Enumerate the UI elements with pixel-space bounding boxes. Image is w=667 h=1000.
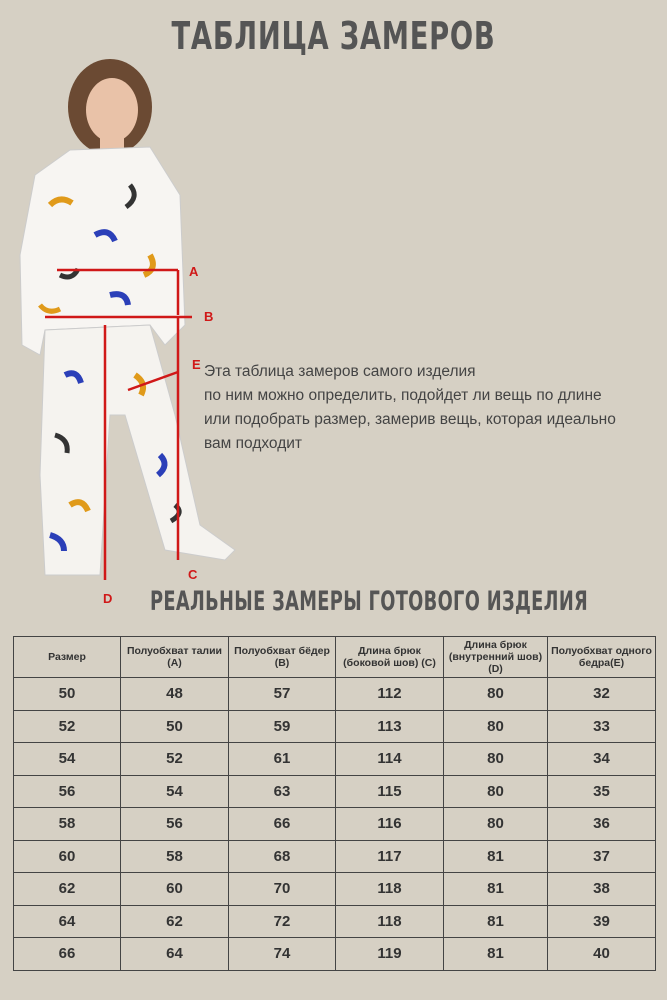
table-cell: 66 [14,938,121,971]
description-line: Эта таблица замеров самого изделия [204,363,476,380]
table-cell: 64 [14,905,121,938]
table-cell: 80 [444,775,548,808]
table-header-row [14,637,656,678]
table-cell: 74 [229,938,336,971]
table-cell: 61 [229,743,336,776]
table-cell: 60 [14,840,121,873]
size-table [13,636,656,971]
table-row [14,743,656,776]
table-cell: 63 [229,775,336,808]
table-cell: 118 [336,873,444,906]
table-row [14,938,656,971]
table-cell: 33 [548,710,656,743]
table-cell: 56 [121,808,229,841]
table-cell: 36 [548,808,656,841]
description [204,360,664,456]
table-cell: 50 [14,678,121,711]
table-cell: 81 [444,840,548,873]
table-row [14,775,656,808]
table-cell: 80 [444,743,548,776]
table-cell: 48 [121,678,229,711]
table-cell: 62 [121,905,229,938]
table-cell: 80 [444,808,548,841]
table-cell: 72 [229,905,336,938]
table-cell: 60 [121,873,229,906]
column-header: Полуобхват талии (А) [121,637,229,678]
column-header: Полуобхват бёдер (В) [229,637,336,678]
table-cell: 113 [336,710,444,743]
table-body [14,678,656,971]
table-cell: 57 [229,678,336,711]
table-cell: 37 [548,840,656,873]
table-cell: 112 [336,678,444,711]
table-cell: 81 [444,905,548,938]
table-cell: 58 [14,808,121,841]
table-cell: 114 [336,743,444,776]
table-cell: 32 [548,678,656,711]
page-title: ТАБЛИЦА ЗАМЕРОВ [171,14,496,58]
table-row [14,873,656,906]
table-cell: 58 [121,840,229,873]
table-row [14,840,656,873]
marker-d: D [103,591,113,606]
table-cell: 118 [336,905,444,938]
table-cell: 38 [548,873,656,906]
table-row [14,905,656,938]
marker-c: C [188,567,198,582]
table-cell: 52 [14,710,121,743]
table-cell: 81 [444,873,548,906]
table-cell: 34 [548,743,656,776]
description-line: вам подходит [204,435,303,452]
column-header: Полуобхват одного бедра(Е) [548,637,656,678]
column-header: Длина брюк (боковой шов) (С) [336,637,444,678]
table-cell: 117 [336,840,444,873]
table-cell: 52 [121,743,229,776]
table-cell: 62 [14,873,121,906]
table-cell: 115 [336,775,444,808]
table-cell: 116 [336,808,444,841]
table-cell: 68 [229,840,336,873]
table-cell: 56 [14,775,121,808]
description-line: по ним можно определить, подойдет ли вещь по длине [204,387,602,404]
face-shape [86,78,138,142]
marker-e: E [192,357,201,372]
table-cell: 50 [121,710,229,743]
column-header: Длина брюк (внутренний шов) (D) [444,637,548,678]
column-header: Размер [14,637,121,678]
table-row [14,808,656,841]
section-subtitle: РЕАЛЬНЫЕ ЗАМЕРЫ ГОТОВОГО ИЗДЕЛИЯ [150,586,589,617]
table-cell: 64 [121,938,229,971]
table-cell: 54 [14,743,121,776]
table-cell: 70 [229,873,336,906]
table-cell: 80 [444,678,548,711]
table-cell: 59 [229,710,336,743]
table-cell: 54 [121,775,229,808]
table-cell: 119 [336,938,444,971]
table-row [14,710,656,743]
table-cell: 81 [444,938,548,971]
table-cell: 66 [229,808,336,841]
table-cell: 40 [548,938,656,971]
marker-a: A [189,264,199,279]
marker-b: B [204,309,214,324]
table-cell: 35 [548,775,656,808]
description-line: или подобрать размер, замерив вещь, которая идеально [204,411,616,428]
model-figure [0,55,260,615]
table-row [14,678,656,711]
table-cell: 39 [548,905,656,938]
shirt-shape [20,147,185,355]
table-cell: 80 [444,710,548,743]
